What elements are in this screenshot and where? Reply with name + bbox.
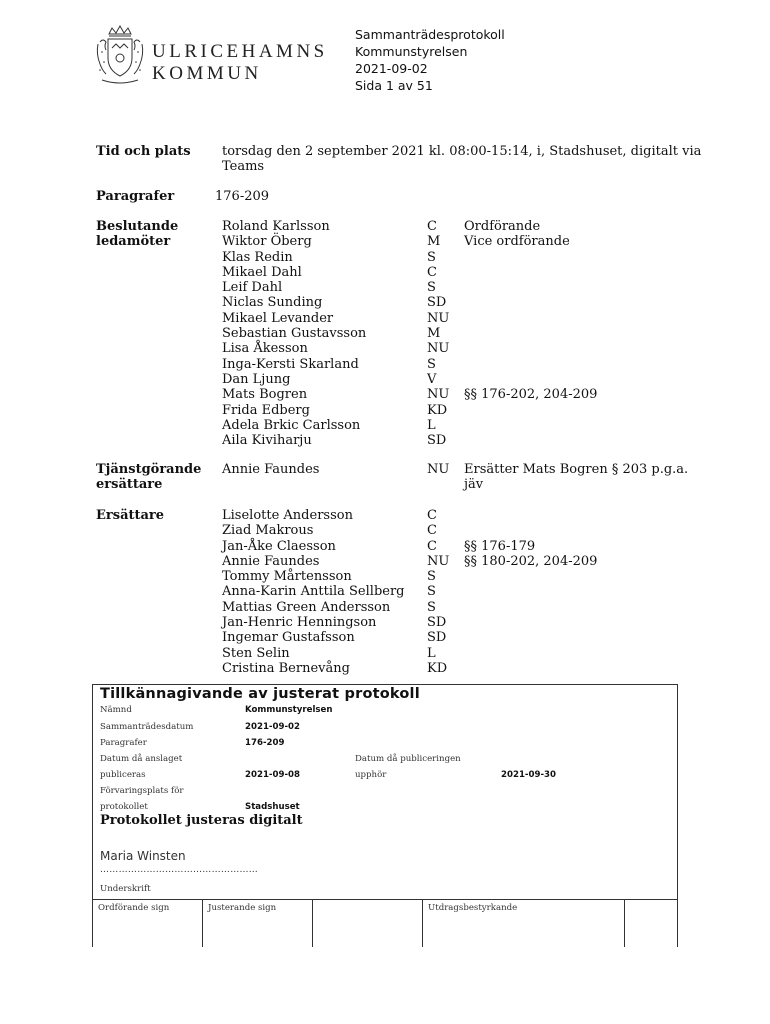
member-name: Inga-Kersti Skarland: [222, 356, 359, 372]
extract-certification-cell[interactable]: [422, 899, 624, 947]
member-note: [464, 661, 597, 676]
adjusted-protocol-notice: [92, 684, 678, 900]
member-party: NU: [427, 341, 450, 357]
member-note: Ordförande: [464, 219, 541, 234]
member-name: Tommy Mårtensson: [222, 569, 352, 585]
member-note: §§ 176-179: [464, 538, 536, 554]
substitutes-names: [222, 508, 405, 676]
member-note: [464, 295, 597, 310]
member-name: Anna-Karin Anttila Sellberg: [222, 584, 405, 600]
member-party: C: [427, 264, 437, 280]
extract-certification-label: Utdragsbestyrkande: [428, 903, 518, 913]
document-type: Sammanträdesprotokoll: [355, 27, 505, 42]
member-name: Annie Faundes: [222, 553, 320, 569]
member-name: Klas Redin: [222, 249, 293, 265]
member-name: Cristina Bernevång: [222, 660, 350, 676]
member-note: [464, 615, 597, 630]
notice-paragraphs-value: 176-209: [245, 738, 285, 748]
notice-title: Tillkännagivande av justerat protokoll: [100, 686, 420, 702]
member-party: S: [427, 599, 436, 615]
time-place-label: Tid och plats: [96, 144, 191, 159]
member-note: [464, 341, 597, 356]
decision-members-names: [222, 219, 366, 448]
member-name: Mats Bogren: [222, 387, 308, 403]
committee-label: Nämnd: [100, 705, 132, 715]
member-name: Jan-Henric Henningson: [222, 615, 377, 631]
meeting-date: 2021-09-02: [355, 61, 428, 76]
member-name: Niclas Sunding: [222, 295, 323, 311]
paragraphs-value: 176-209: [215, 189, 270, 204]
organization-name-line1: ULRICEHAMNS: [152, 41, 328, 62]
member-note: [464, 508, 597, 523]
member-name: Ziad Makrous: [222, 523, 314, 539]
member-party: S: [427, 569, 436, 585]
empty-sign-cell[interactable]: [624, 899, 678, 947]
member-name: Sten Selin: [222, 645, 290, 661]
publication-end-value: 2021-09-30: [501, 770, 556, 780]
member-name: Mattias Green Andersson: [222, 599, 391, 615]
member-party: KD: [427, 660, 448, 676]
chair-sign-cell[interactable]: [92, 899, 202, 947]
posting-date-value: 2021-09-08: [245, 770, 300, 780]
member-name: Roland Karlsson: [222, 219, 330, 234]
member-name: Aila Kiviharju: [222, 433, 312, 449]
member-party: C: [427, 523, 437, 539]
meeting-date-value: 2021-09-02: [245, 722, 300, 732]
member-name: Lisa Åkesson: [222, 341, 308, 357]
member-note: [464, 357, 597, 372]
member-note: [464, 326, 597, 341]
serving-substitute-note: Ersätter Mats Bogren § 203 p.g.a.: [464, 462, 689, 477]
substitutes-label: Ersättare: [96, 508, 165, 523]
member-note: [464, 646, 597, 661]
adjuster-sign-cell-2[interactable]: [312, 899, 422, 947]
member-note: [464, 630, 597, 645]
adjuster-sign-label: Justerande sign: [208, 903, 277, 913]
substitutes-parties: [427, 508, 449, 676]
member-note: [464, 372, 597, 387]
member-party: NU: [427, 387, 450, 403]
member-note: §§ 176-202, 204-209: [464, 387, 598, 403]
page-number: Sida 1 av 51: [355, 78, 433, 93]
member-note: Vice ordförande: [464, 234, 570, 250]
member-name: Mikael Dahl: [222, 264, 302, 280]
serving-substitute-party: NU: [427, 462, 450, 477]
signer-name: Maria Winsten: [100, 849, 186, 863]
organization-name-line2: KOMMUN: [152, 63, 262, 84]
serving-substitute-name: Annie Faundes: [222, 462, 320, 477]
decision-members-label-2: ledamöter: [96, 234, 171, 249]
posting-date-label: Datum då anslaget: [100, 754, 183, 764]
signature-label: Underskrift: [100, 884, 151, 894]
member-name: Leif Dahl: [222, 280, 283, 296]
member-name: Ingemar Gustafsson: [222, 630, 355, 646]
member-name: Frida Edberg: [222, 402, 310, 418]
member-party: M: [427, 234, 441, 250]
member-name: Wiktor Öberg: [222, 234, 312, 250]
time-place-line1: torsdag den 2 september 2021 kl. 08:00-15:14, i, Stadshuset, digitalt via: [222, 144, 702, 159]
serving-substitute-label: Tjänstgörande: [96, 462, 202, 477]
member-party: C: [427, 219, 437, 234]
serving-substitute-note-2: jäv: [464, 477, 484, 492]
posting-date-label-2: publiceras: [100, 770, 146, 780]
member-party: SD: [427, 615, 447, 631]
member-name: Mikael Levander: [222, 310, 334, 326]
decision-members-parties: [427, 219, 449, 448]
member-name: Adela Brkic Carlsson: [222, 417, 361, 433]
member-note: [464, 600, 597, 615]
storage-label-2: protokollet: [100, 802, 148, 812]
member-party: M: [427, 326, 441, 342]
committee-value: Kommunstyrelsen: [245, 705, 333, 715]
member-note: §§ 180-202, 204-209: [464, 553, 598, 569]
paragraphs-label: Paragrafer: [96, 189, 175, 204]
member-note: [464, 311, 597, 326]
member-party: SD: [427, 295, 447, 311]
member-party: SD: [427, 630, 447, 646]
committee-name: Kommunstyrelsen: [355, 44, 468, 59]
decision-members-notes: [464, 219, 597, 448]
member-note: [464, 433, 597, 448]
member-party: L: [427, 645, 436, 661]
digital-adjustment-heading: Protokollet justeras digitalt: [100, 813, 303, 828]
storage-label: Förvaringsplats för: [100, 786, 184, 796]
member-note: [464, 265, 597, 280]
member-name: Dan Ljung: [222, 371, 291, 387]
serving-substitute-label-2: ersättare: [96, 477, 163, 492]
member-name: Liselotte Andersson: [222, 508, 353, 523]
storage-value: Stadshuset: [245, 802, 300, 812]
adjuster-sign-cell[interactable]: [202, 899, 312, 947]
notice-paragraphs-label: Paragrafer: [100, 738, 147, 748]
signature-table: [92, 899, 678, 947]
member-party: S: [427, 280, 436, 296]
member-note: [464, 584, 597, 599]
member-party: NU: [427, 553, 450, 569]
substitutes-notes: [464, 508, 597, 676]
member-party: V: [427, 371, 437, 387]
member-party: KD: [427, 402, 448, 418]
member-note: [464, 523, 597, 538]
member-party: C: [427, 538, 437, 554]
coat-of-arms-icon: [94, 24, 146, 88]
member-party: C: [427, 508, 437, 523]
member-party: S: [427, 356, 436, 372]
decision-members-label: Beslutande: [96, 219, 179, 234]
publication-end-label-2: upphör: [355, 770, 387, 780]
chair-sign-label: Ordförande sign: [98, 903, 170, 913]
member-note: [464, 250, 597, 265]
member-party: SD: [427, 433, 447, 449]
member-party: S: [427, 584, 436, 600]
member-party: L: [427, 417, 436, 433]
publication-end-label: Datum då publiceringen: [355, 754, 461, 764]
time-place-line2: Teams: [222, 159, 265, 174]
member-name: Sebastian Gustavsson: [222, 326, 367, 342]
member-note: [464, 403, 597, 418]
member-party: S: [427, 249, 436, 265]
member-note: [464, 569, 597, 584]
meeting-date-label: Sammanträdesdatum: [100, 722, 194, 732]
member-note: [464, 280, 597, 295]
member-name: Jan-Åke Claesson: [222, 538, 336, 554]
signature-line: ……………………………………………: [100, 865, 259, 875]
member-party: NU: [427, 310, 450, 326]
member-note: [464, 418, 597, 433]
